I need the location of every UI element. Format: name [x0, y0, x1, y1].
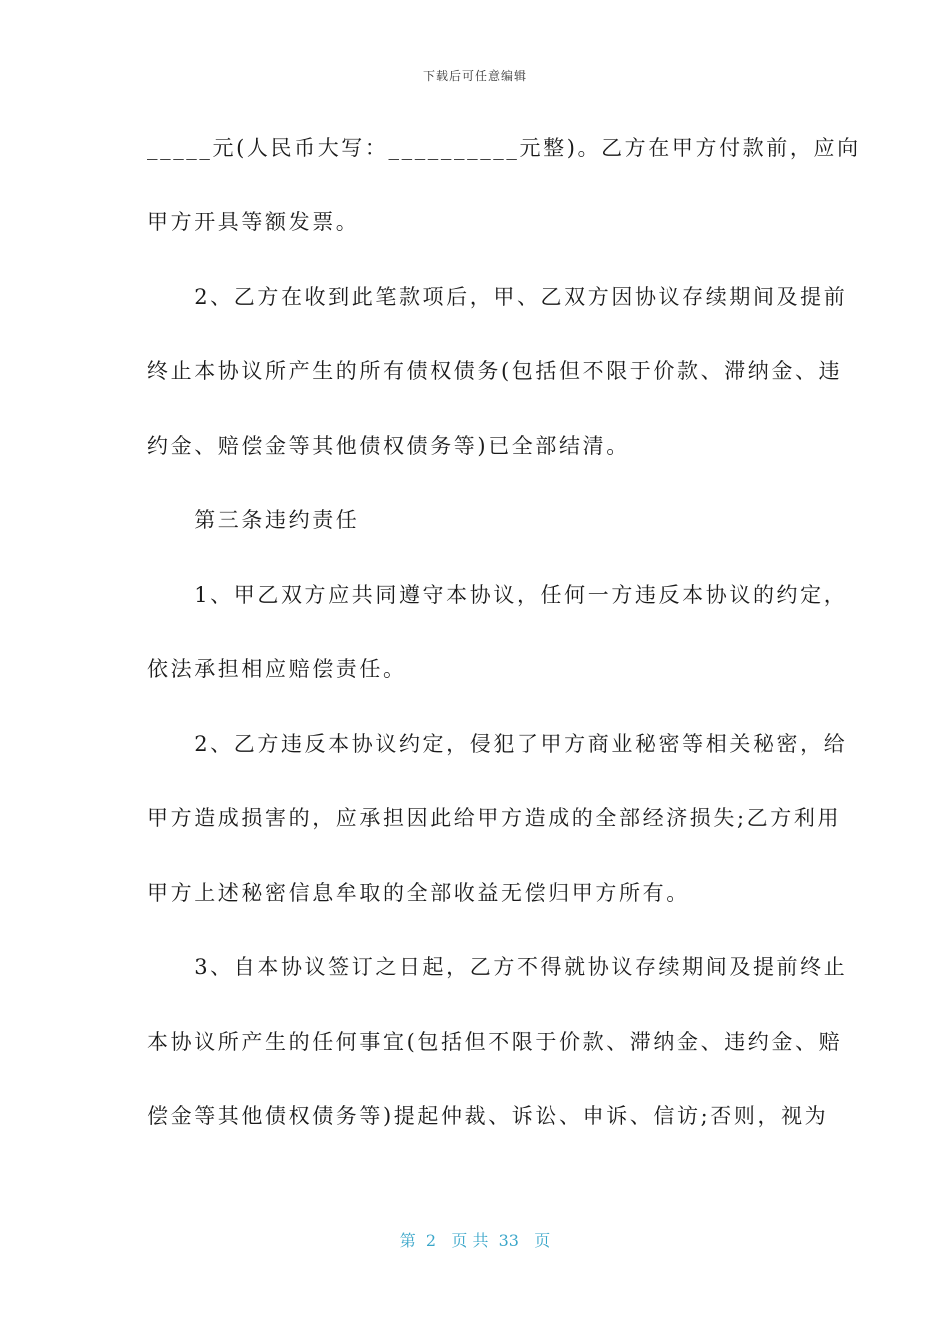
body-line: 偿金等其他债权债务等)提起仲裁、诉讼、申诉、信访;否则，视为: [147, 1104, 829, 1128]
body-line: 终止本协议所产生的所有债权债务(包括但不限于价款、滞纳金、违: [147, 359, 843, 383]
section-heading: 第三条违约责任: [147, 508, 360, 532]
page-header: 下载后可任意编辑: [422, 69, 527, 83]
body-line: 3、自本协议签订之日起，乙方不得就协议存续期间及提前终止: [147, 955, 848, 979]
body-line: 甲方造成损害的，应承担因此给甲方造成的全部经济损失;乙方利用: [147, 806, 842, 830]
body-line: 本协议所产生的任何事宜(包括但不限于价款、滞纳金、违约金、赔: [147, 1030, 843, 1054]
body-line: 依法承担相应赔偿责任。: [147, 657, 407, 681]
body-line: _____元(人民币大写：__________元整)。乙方在甲方付款前，应向: [147, 136, 861, 160]
body-line: 甲方开具等额发票。: [147, 210, 360, 234]
body-line: 1、甲乙双方应共同遵守本协议，任何一方违反本协议的约定，: [147, 583, 848, 607]
body-line: 2、乙方违反本协议约定，侵犯了甲方商业秘密等相关秘密，给: [147, 732, 848, 756]
page-number-footer: 第 2 页 共 33 页: [399, 1231, 551, 1250]
body-line: 甲方上述秘密信息牟取的全部收益无偿归甲方所有。: [147, 881, 690, 905]
body-line: 约金、赔偿金等其他债权债务等)已全部结清。: [147, 434, 630, 458]
body-line: 2、乙方在收到此笔款项后，甲、乙双方因协议存续期间及提前: [147, 285, 848, 309]
